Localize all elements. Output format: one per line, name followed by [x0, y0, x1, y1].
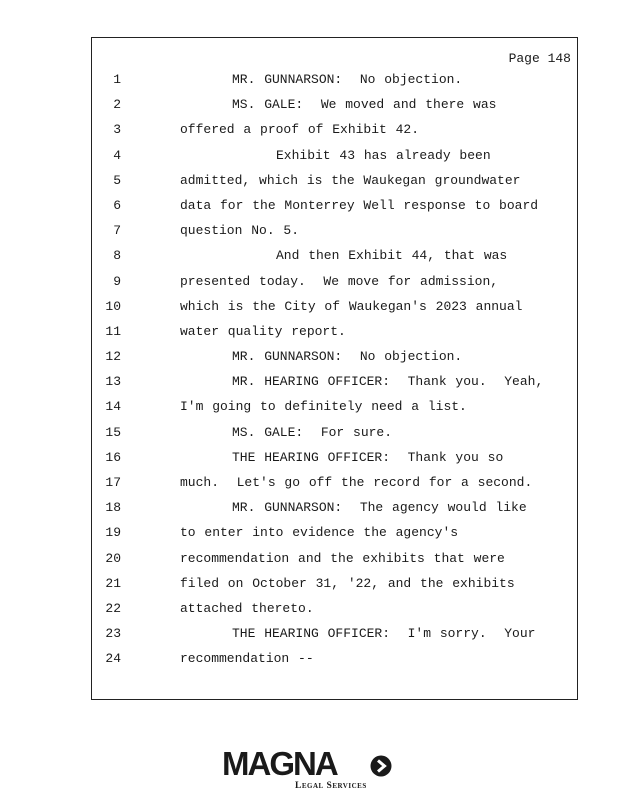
transcript-line — [92, 650, 577, 675]
line-text: offered a proof of Exhibit 42. — [180, 122, 420, 138]
magna-logo — [222, 746, 402, 794]
line-text: data for the Monterrey Well response to board — [180, 197, 539, 213]
transcript-line — [92, 550, 577, 575]
logo-subtitle: Legal Services — [295, 781, 367, 791]
line-text: presented today. We move for admission, — [180, 273, 499, 289]
line-text: which is the City of Waukegan's 2023 annual — [180, 298, 523, 314]
transcript-lines — [92, 71, 577, 676]
line-number: 20 — [105, 550, 121, 566]
line-number: 3 — [113, 122, 121, 138]
page-number: Page 148 — [508, 51, 571, 66]
line-number: 12 — [105, 349, 121, 365]
line-number: 19 — [105, 525, 121, 541]
transcript-line — [92, 273, 577, 298]
line-text: THE HEARING OFFICER: I'm sorry. Your — [232, 626, 536, 642]
line-text: filed on October 31, '22, and the exhibits — [180, 575, 515, 591]
line-number: 22 — [105, 600, 121, 616]
line-number: 7 — [113, 223, 121, 239]
transcript-line — [92, 398, 577, 423]
line-number: 24 — [105, 651, 121, 667]
line-number: 1 — [113, 72, 121, 87]
line-number: 14 — [105, 399, 121, 415]
line-number: 18 — [105, 500, 121, 516]
transcript-line — [92, 499, 577, 524]
transcript-line — [92, 247, 577, 272]
transcript-line — [92, 348, 577, 373]
line-number: 17 — [105, 475, 121, 490]
transcript-line — [92, 424, 577, 449]
transcript-line — [92, 172, 577, 197]
line-text: THE HEARING OFFICER: Thank you so — [232, 449, 504, 465]
line-number: 13 — [105, 374, 121, 390]
transcript-line — [92, 323, 577, 348]
line-number: 21 — [105, 575, 121, 591]
line-number: 2 — [113, 97, 121, 113]
line-text: MR. GUNNARSON: The agency would like — [232, 500, 527, 516]
line-number: 5 — [113, 172, 121, 188]
transcript-line — [92, 524, 577, 549]
line-text: MR. HEARING OFFICER: Thank you. Yeah, — [232, 374, 544, 390]
line-text: Exhibit 43 has already been — [276, 147, 491, 163]
transcript-line — [92, 147, 577, 172]
transcript-line — [92, 625, 577, 650]
transcript-line — [92, 222, 577, 247]
line-number: 8 — [113, 248, 121, 264]
line-number: 11 — [105, 323, 121, 339]
line-text: to enter into evidence the agency's — [180, 525, 459, 541]
transcript-line — [92, 121, 577, 146]
line-text: recommendation and the exhibits that were — [180, 550, 505, 566]
line-text: admitted, which is the Waukegan groundwater — [180, 172, 521, 188]
chevron-right-circle-icon — [370, 755, 392, 777]
line-number: 4 — [113, 147, 121, 163]
line-text: MR. GUNNARSON: No objection. — [232, 349, 463, 365]
line-text: water quality report. — [180, 323, 346, 339]
transcript-line — [92, 373, 577, 398]
transcript-page — [91, 37, 578, 700]
transcript-line — [92, 197, 577, 222]
line-text: MR. GUNNARSON: No objection. — [232, 72, 463, 87]
line-text: attached thereto. — [180, 600, 314, 616]
line-text: MS. GALE: For sure. — [232, 424, 393, 440]
line-text: I'm going to definitely need a list. — [180, 399, 467, 415]
transcript-line — [92, 96, 577, 121]
line-number: 9 — [113, 273, 121, 289]
line-number: 15 — [105, 424, 121, 440]
line-text: And then Exhibit 44, that was — [276, 248, 508, 264]
transcript-line — [92, 71, 577, 96]
transcript-line — [92, 449, 577, 474]
line-number: 10 — [105, 298, 121, 314]
line-text: MS. GALE: We moved and there was — [232, 97, 497, 113]
transcript-line — [92, 600, 577, 625]
line-number: 23 — [105, 626, 121, 642]
line-number: 16 — [105, 449, 121, 465]
transcript-line — [92, 575, 577, 600]
logo-wordmark: MAGNA — [222, 745, 337, 782]
line-text: question No. 5. — [180, 223, 300, 239]
line-text: much. Let's go off the record for a second. — [180, 475, 533, 490]
line-number: 6 — [113, 197, 121, 213]
transcript-line — [92, 298, 577, 323]
transcript-line — [92, 474, 577, 499]
line-text: recommendation -- — [180, 651, 314, 667]
